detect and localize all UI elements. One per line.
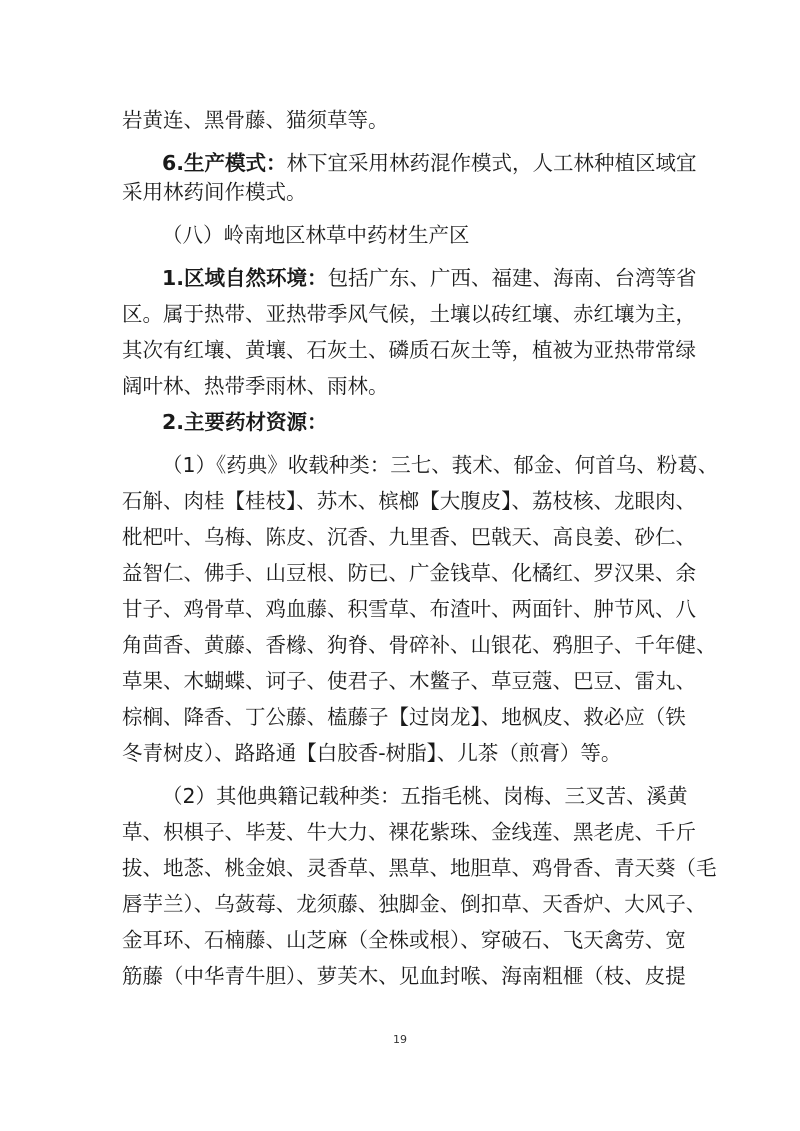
text-line: 棕榈、降香、丁公藤、榼藤子【过岗龙】、地枫皮、救必应（铁 [122, 705, 686, 729]
section-line: 6.生产模式：林下宜采用林药混作模式，人工林种植区域宜 [162, 151, 697, 175]
text-line: （2）其他典籍记载种类：五指毛桃、岗梅、三叉苦、溪黄 [162, 784, 688, 808]
text-line: 阔叶林、热带季雨林、雨林。 [122, 374, 389, 398]
text-line: 枇杷叶、乌梅、陈皮、沉香、九里香、巴戟天、高良姜、砂仁、 [122, 525, 696, 549]
section-line [162, 408, 682, 436]
text-line: 其次有红壤、黄壤、石灰土、磷质石灰土等，植被为亚热带常绿 [122, 338, 696, 362]
page-number: 19 [393, 1033, 407, 1046]
text-line: 草、枳椇子、毕茇、牛大力、裸花紫珠、金线莲、黑老虎、千斤 [122, 820, 696, 844]
section-heading: 2.主要药材资源： [162, 410, 328, 434]
text-line: （1）《药典》收载种类：三七、莪术、郁金、何首乌、粉葛、 [162, 453, 719, 477]
text-line: 区。属于热带、亚热带季风气候，土壤以砖红壤、赤红壤为主， [122, 302, 696, 326]
text-line: 草果、木蝴蝶、诃子、使君子、木鳖子、草豆蔻、巴豆、雷丸、 [122, 669, 696, 693]
section-heading: 1.区域自然环境： [162, 266, 328, 290]
text-line: 益智仁、佛手、山豆根、防已、广金钱草、化橘红、罗汉果、余 [122, 561, 696, 585]
text-line: 金耳环、石楠藤、山芝麻（全株或根）、穿破石、飞天禽劳、宽 [122, 928, 686, 952]
text-line: 采用林药间作模式。 [122, 180, 307, 204]
text-line: 岩黄连、黑骨藤、猫须草等。 [122, 108, 389, 132]
text-line: 拔、地菍、桃金娘、灵香草、黑草、地胆草、鸡骨香、青天葵（毛 [122, 856, 717, 880]
section-line: 1.区域自然环境：包括广东、广西、福建、海南、台湾等省 [162, 266, 697, 290]
text-line: 角茴香、黄藤、香橼、狗脊、骨碎补、山银花、鸦胆子、千年健、 [122, 633, 717, 657]
text-line: 甘子、鸡骨草、鸡血藤、积雪草、布渣叶、两面针、肿节风、八 [122, 597, 696, 621]
text-line: 筋藤（中华青牛胆）、萝芙木、见血封喉、海南粗榧（枝、皮提 [122, 964, 686, 988]
subsection-heading: （八）岭南地区林草中药材生产区 [162, 223, 470, 247]
text-line: 冬青树皮）、路路通【白胶香-树脂】、儿茶（煎膏）等。 [122, 741, 622, 765]
section-heading: 6.生产模式： [162, 151, 287, 175]
text-line: 唇芋兰）、乌蔹莓、龙须藤、独脚金、倒扣草、天香炉、大风子、 [122, 892, 707, 916]
text-line: 石斛、肉桂【桂枝】、苏木、槟榔【大腹皮】、荔枝核、龙眼肉、 [122, 489, 696, 513]
